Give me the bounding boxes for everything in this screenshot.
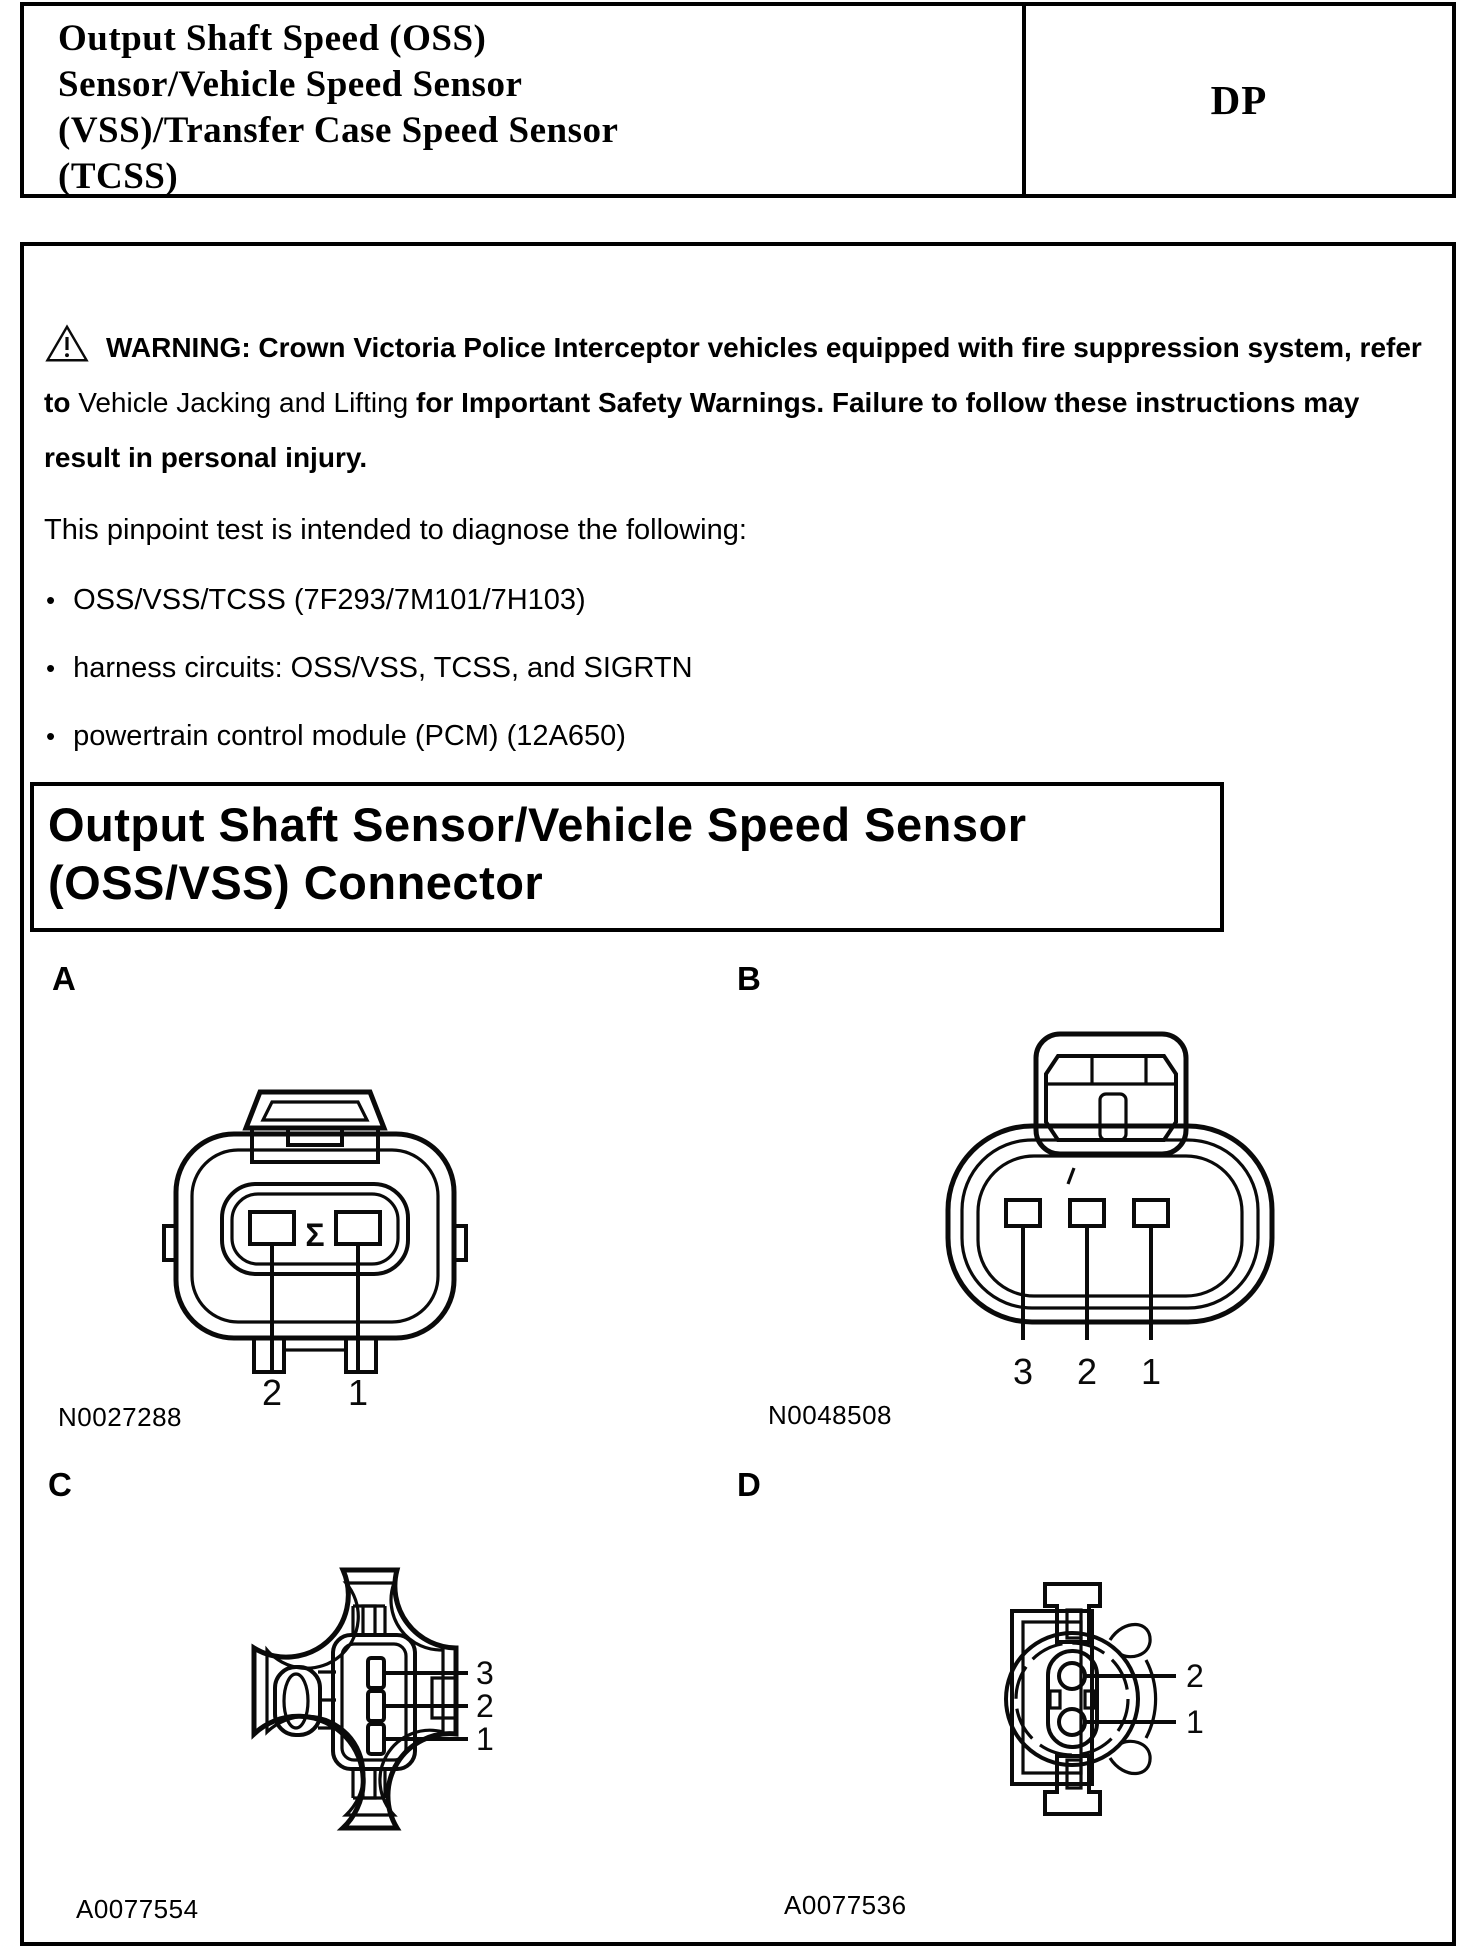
figure-caption: N0048508 — [768, 1400, 892, 1430]
figure-label: B — [737, 960, 761, 997]
warning-label: WARNING: — [106, 332, 251, 363]
figure-caption: A0077554 — [76, 1894, 199, 1924]
pinpoint-test-code: DP — [1210, 77, 1268, 123]
figure-caption: N0027288 — [58, 1402, 182, 1432]
section-heading: Output Shaft Sensor/Vehicle Speed Sensor (OSS/VSS) Connector — [30, 782, 1224, 932]
page-title-line: (VSS)/Transfer Case Speed Sensor — [58, 110, 619, 151]
figure-label: D — [737, 1466, 761, 1503]
intro-text: This pinpoint test is intended to diagnose the following: — [44, 514, 747, 546]
pin-number: 2 — [1076, 1351, 1098, 1392]
pin-number: 1 — [1140, 1351, 1162, 1392]
connector-d-diagram — [880, 1556, 1280, 1856]
bullet-item: • powertrain control module (PCM) (12A650) — [46, 720, 626, 753]
page-title — [24, 6, 1022, 197]
connector-b-diagram — [940, 1028, 1280, 1398]
figure-caption: A0077536 — [784, 1890, 907, 1920]
pinpoint-test-code-cell — [1022, 6, 1452, 194]
pin-number: 2 — [261, 1372, 283, 1408]
warning-triangle-icon — [44, 323, 90, 364]
pin-number: 3 — [1012, 1351, 1034, 1392]
pin-number: 1 — [1186, 1704, 1204, 1740]
connector-a-diagram — [160, 1078, 470, 1408]
bullet-item: • OSS/VSS/TCSS (7F293/7M101/7H103) — [46, 584, 586, 617]
page-title-line: Output Shaft Speed (OSS) — [58, 18, 487, 59]
warning-reference: Vehicle Jacking and Lifting — [78, 387, 409, 418]
page-title-line: Sensor/Vehicle Speed Sensor — [58, 64, 523, 105]
pin-number: 3 — [476, 1655, 494, 1691]
warning-text: Crown Victoria Police Interceptor vehicles equipped with fire suppression system, refer to — [44, 332, 1422, 418]
pin-number: 1 — [476, 1721, 494, 1757]
warning-paragraph — [44, 320, 1426, 485]
page-title-line: (TCSS) — [58, 156, 179, 197]
connector-a-key-symbol: Σ — [305, 1217, 325, 1253]
connector-c-diagram — [150, 1550, 510, 1860]
pin-number: 2 — [1186, 1658, 1204, 1694]
bullet-item: • harness circuits: OSS/VSS, TCSS, and SIGRTN — [46, 652, 693, 685]
pin-number: 2 — [476, 1688, 494, 1724]
content-box — [20, 242, 1456, 1946]
figure-label: C — [48, 1466, 72, 1503]
header-table — [20, 2, 1456, 198]
figure-label: A — [52, 960, 76, 997]
warning-text: for Important Safety Warnings. Failure to follow these instructions may result in personal injury. — [44, 387, 1360, 473]
pin-number: 1 — [347, 1372, 369, 1408]
